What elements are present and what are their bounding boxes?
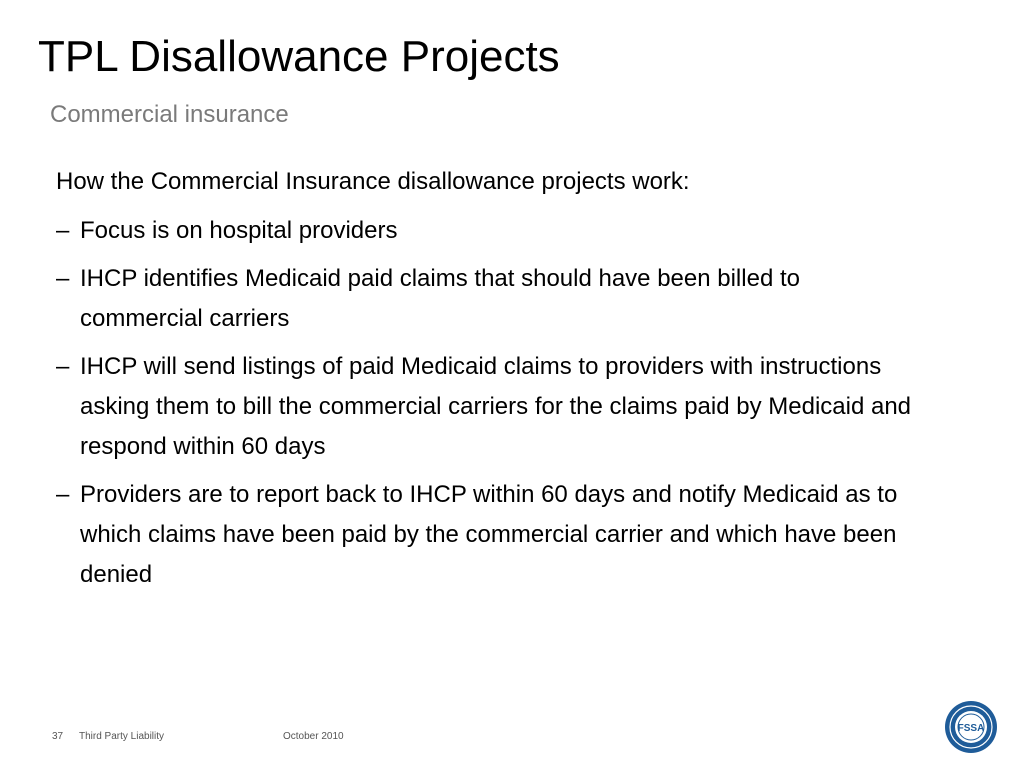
bullet-list <box>56 211 916 595</box>
slide-body <box>56 165 916 603</box>
bullet-dash: – <box>56 265 70 292</box>
slide-subtitle: Commercial insurance <box>50 101 289 128</box>
footer-date: October 2010 <box>283 731 344 742</box>
bullet-dash: – <box>56 353 70 380</box>
bullet-text: IHCP will send listings of paid Medicaid claims to providers with instructions asking them to bill the commercial carriers for the claims paid by Medicaid and respond within 60 days <box>80 353 912 460</box>
footer-page-number: 37 <box>52 731 64 742</box>
logo-text: FSSA <box>957 723 985 734</box>
bullet-item <box>56 475 916 595</box>
intro-text: How the Commercial Insurance disallowance projects work: <box>56 168 690 195</box>
fssa-seal-icon <box>944 700 998 754</box>
bullet-item <box>56 211 916 251</box>
bullet-text: Providers are to report back to IHCP within 60 days and notify Medicaid as to which claims have been paid by the commercial carrier and which have been denied <box>80 481 898 588</box>
bullet-dash: – <box>56 481 70 508</box>
bullet-item <box>56 259 916 339</box>
footer-label: Third Party Liability <box>79 731 165 742</box>
slide-title: TPL Disallowance Projects <box>38 32 560 81</box>
bullet-text: Focus is on hospital providers <box>80 217 398 244</box>
bullet-dash: – <box>56 217 70 244</box>
bullet-item <box>56 347 916 467</box>
bullet-text: IHCP identifies Medicaid paid claims that should have been billed to commercial carriers <box>80 265 800 332</box>
